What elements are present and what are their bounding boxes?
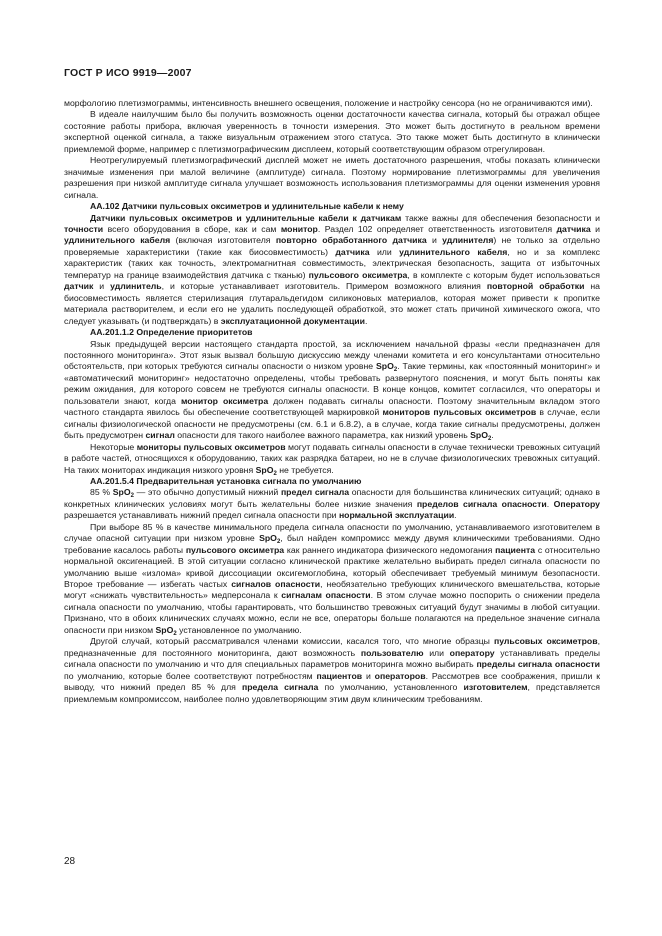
paragraph: 85 % SpO$_2$ — это обычно допустимый нижний предел сигнала опасности для большинства клинических ситуаций; однако в конкретных клинических условиях могут быть желательны более низкие значения пределов сигнала опасности. Оператору разрешается устанавливать нижний предел сигнала опасности при нормальной эксплуатации.	[64, 487, 601, 521]
paragraph: морфологию плетизмограммы, интенсивность внешнего освещения, положение и настройку сенсора (но не ограничиваются ими).	[64, 98, 593, 108]
page-number: 28	[64, 856, 76, 867]
paragraph: Другой случай, который рассматривался членами комиссии, касался того, что многие образцы пульсовых оксиметров, предназначенные для постоянного мониторинга, дают возможность пользователю или оператору устанавливать пределы сигнала опасности по умолчанию и что для специальных параметров мониторинга можно выбирать пределы сигнала опасности по умолчанию, которые более соответствуют потребностям пациентов и операторов. Рассмотрев все соображения, пришли к выводу, что нижний предел 85 % для предела сигнала по умолчанию, установленного изготовителем, представляется приемлемым компромиссом, наиболее полно удовлетворяющим этим двум клиническим требованиям.	[64, 636, 601, 704]
paragraph: При выборе 85 % в качестве минимального предела сигнала опасности по умолчанию, устанавливаемого изготовителем в случае опасной ситуации при низком уровне SpO$_2$, был найден компромисс между двумя клиническими требованиями. Одно требование касалось работы пульсового оксиметра как раннего индикатора физического недомогания пациента с относительно нормальной оксигенацией. В этой ситуации согласно клинической практике желательно выбирать предел сигнала опасности по умолчанию выше «излома» кривой диссоциации оксигемоглобина, который обеспечивает требуемый минимум безопасности. Второе требование — избегать частых сигналов опасности, необязательно требующих клинического вмешательства, которые могут «снижать чувствительность» медперсонала к сигналам опасности. В этом случае можно поспорить о снижении предела сигнала опасности по умолчанию, чтобы гарантировать, что большинство тревожных ситуаций будут значимы в любой ситуации. Признано, что в обоих клинических случаях можно, если не все, операторы больше полагаются на предельное значение сигнала опасности при низком SpO$_2$ установленное по умолчанию.	[64, 521, 601, 637]
paragraph: Неотрегулируемый плетизмографический дисплей может не иметь достаточного разрешения, чтобы показать клинически значимые изменения при малой величине (амплитуде) сигнала. Поэтому нормирование плетизмограммы для увеличения разрешения при низкой амплитуде сигнала улучшает возможность использования плетизмограммы для оценки изменения уровня сигнала.	[64, 155, 600, 200]
section-heading: AA.201.5.4 Предварительная установка сигнала по умолчанию	[90, 475, 362, 486]
section-heading: AA.102 Датчики пульсовых оксиметров и удлинительные кабели к нему	[90, 201, 404, 212]
paragraph: Язык предыдущей версии настоящего стандарта простой, за исключением начальной фразы «если предназначен для постоянного мониторинга». Этот язык вызвал большую дискуссию между членами комитета и его консультантами относительно обстоятельств, при которых требуются сигналы опасности о низком уровне SpO$_2$. Такие термины, как «постоянный мониторинг» и «автоматический мониторинг» недостаточно определены, чтобы требовать развернутого пояснения, и могут быть поняты как режим ожидания, для которого совсем не требуются сигналы опасности. В конце концов, комитет согласился, что операторы и пользователи знают, когда монитор оксиметра должен подавать сигналы опасности. Поэтому значительным вкладом этого частного стандарта явилось бы обеспечение соответствующей маркировкой мониторов пульсовых оксиметров в случае, если сигналы физиологической опасности не предусмотрены (см. 6.1 и 6.8.2), а в случае, когда такие сигналы предусмотрены, должен быть предусмотрен сигнал опасности для такого наиболее важного параметра, как низкий уровень SpO$_2$.	[64, 338, 600, 443]
paragraph: Датчики пульсовых оксиметров и удлинительные кабели к датчикам также важны для обеспечения безопасности и точности всего оборудования в сборе, как и сам монитор. Раздел 102 определяет ответственность изготовителя датчика и удлинительного кабеля (включая изготовителя повторно обработанного датчика и удлинителя) не только за отдельно проверяемые характеристики (такие как биосовместимость) датчика или удлинительного кабеля, но и за комплекс характеристик (таких как точность, электромагнитная совместимость, электрическая безопасность, защита от избыточных температур на границе взаимодействия датчика с тканью) пульсового оксиметра, в комплекте с которым будет использоваться датчик и удлинитель, и которые устанавливает изготовитель. Примером возможного влияния повторной обработки на биосовместимость является стерилизация глутаральдегидом силиконовых материалов, которая может привести к пропитке материала растворителем, и если его не удалить последующей обработкой, это может стать причиной химического ожога, что следует указывать (и подтверждать) в эксплуатационной документации.	[64, 212, 601, 326]
paragraph: В идеале наилучшим было бы получить возможность оценки достаточности качества сигнала, который бы отражал общее состояние работы прибора, включая уверенность в точности измерения. Это может быть достигнуто в реальном времени экспертной оценкой сигнала, а также визуальным отражением этого статуса. Это также может быть достигнуто в клинически приемлемой форме, например с плетизмографическим дисплеем, который соответствующим образом отрегулирован.	[64, 109, 600, 154]
document-header: ГОСТ Р ИСО 9919—2007	[64, 67, 192, 79]
document-body	[64, 98, 600, 705]
section-heading: AA.201.1.2 Определение приоритетов	[90, 327, 253, 338]
paragraph: Некоторые мониторы пульсовых оксиметров могут подавать сигналы опасности в случае технически тревожных ситуаций в работе частей, относящихся к оборудованию, таких как разрядка батареи, но не в случае физиологических тревожных ситуаций. На таких мониторах индикация низкого уровня SpO$_2$ не требуется.	[64, 441, 600, 477]
